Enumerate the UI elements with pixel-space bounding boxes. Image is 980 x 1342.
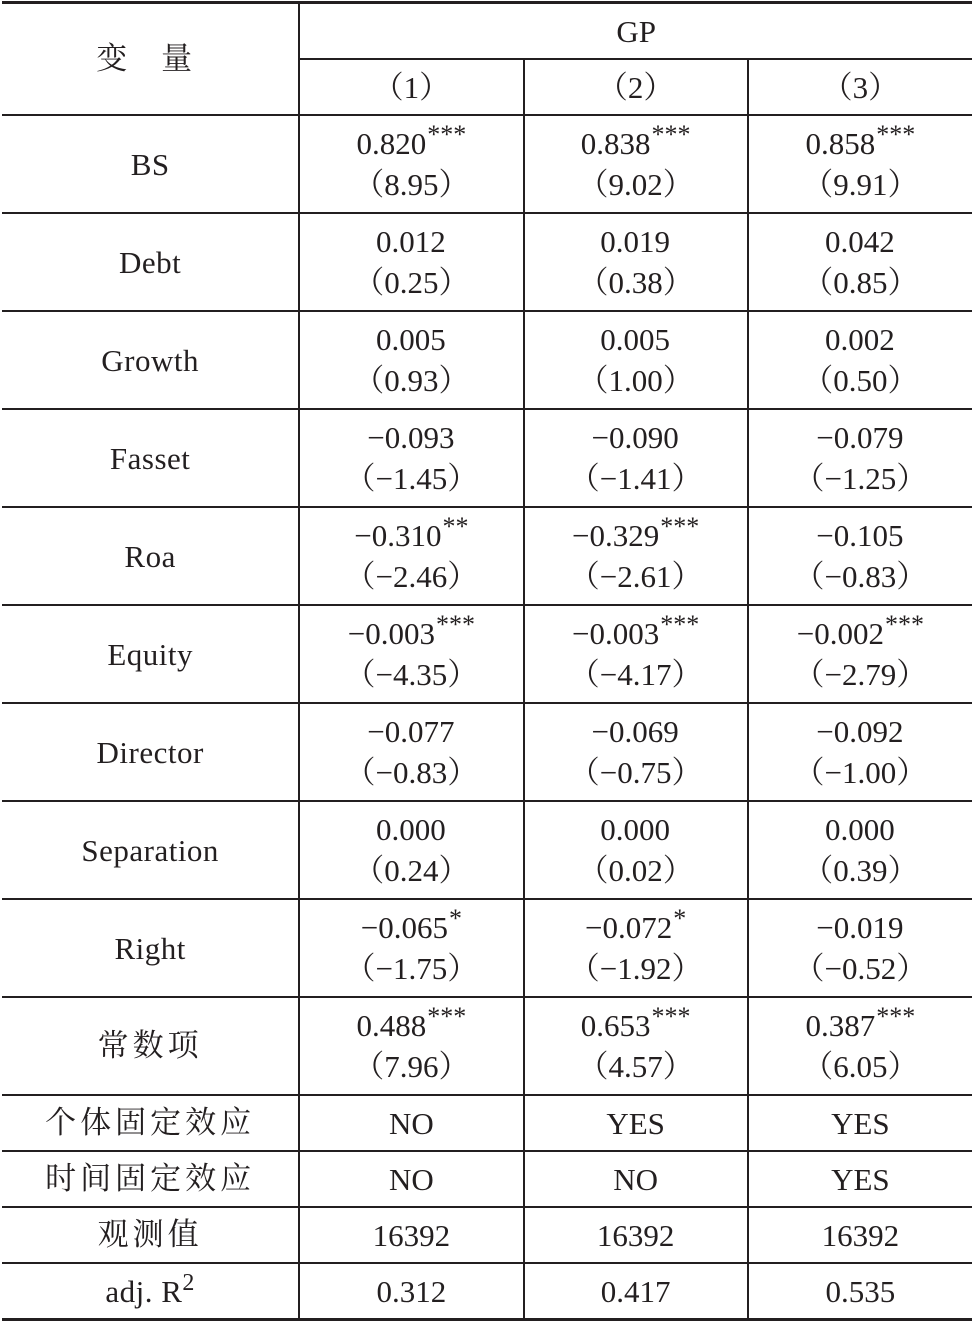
significance-stars: *** [660,610,700,639]
adj-r2-superscript: 2 [182,1269,195,1296]
coefficient-line [525,809,747,850]
coefficient-line [300,904,522,948]
t-statistic: （−0.83） [344,755,479,790]
dependent-variable-header: GP [299,3,972,60]
coefficient-row [2,605,972,703]
coefficient-value: 0.838 [580,126,651,161]
coefficient-line [749,907,972,948]
adj-r2-value: 0.312 [299,1263,523,1320]
t-statistic: （−0.75） [568,755,703,790]
significance-stars: *** [651,1002,691,1031]
coefficient-value: 0.000 [600,812,670,847]
significance-stars: ** [442,512,469,541]
t-statistic: （−2.46） [344,559,479,594]
statistic-row [2,1151,972,1207]
coefficient-row [2,899,972,997]
coefficient-row [2,213,972,311]
t-statistic: （−1.25） [793,461,928,496]
t-statistic: （0.24） [353,853,470,888]
estimate-cell [524,703,748,801]
t-statistic: （9.02） [577,167,694,202]
estimate-cell [748,213,972,311]
statistic-value: 16392 [299,1207,523,1263]
coefficient-row [2,409,972,507]
t-statistic: （−2.61） [568,559,703,594]
estimate-cell [299,997,523,1095]
coefficient-value: 0.820 [356,126,427,161]
estimate-cell [748,409,972,507]
coefficient-value: −0.105 [816,518,904,553]
significance-stars: *** [660,512,700,541]
t-statistic: （0.02） [577,853,694,888]
coefficient-value: −0.065 [360,910,449,945]
coefficient-value: 0.000 [376,812,446,847]
coefficient-row [2,311,972,409]
estimate-cell [299,115,523,213]
t-statistic: （−1.92） [568,951,703,986]
coefficient-value: −0.019 [816,910,904,945]
t-statistic: （0.38） [577,265,694,300]
statistic-label: 个体固定效应 [2,1095,299,1151]
t-statistic: （0.50） [802,363,919,398]
t-statistic: （−0.83） [793,559,928,594]
coefficient-row [2,703,972,801]
t-statistic: （−1.00） [793,755,928,790]
coefficient-line [525,610,747,654]
coefficient-value: 0.002 [824,322,895,357]
statistic-value: YES [748,1095,972,1151]
header-row-dependent [2,3,972,60]
variable-name: Right [2,899,299,997]
coefficient-line [525,512,747,556]
estimate-cell [299,605,523,703]
significance-stars: *** [876,120,916,149]
estimate-cell [524,115,748,213]
coefficient-value: 0.488 [356,1008,427,1043]
statistic-row [2,1095,972,1151]
estimate-cell [748,703,972,801]
t-statistic: （−1.41） [568,461,703,496]
estimate-cell [299,213,523,311]
significance-stars: *** [651,120,691,149]
coefficient-value: 0.005 [376,322,446,357]
coefficient-line [525,319,747,360]
t-statistic: （−0.52） [793,951,928,986]
estimate-cell [299,507,523,605]
coefficient-value: 0.000 [824,812,895,847]
estimate-cell [524,507,748,605]
coefficient-value: −0.002 [796,616,884,651]
significance-stars: *** [427,1002,467,1031]
estimate-cell [299,409,523,507]
coefficient-line [300,120,522,164]
coefficient-value: 0.387 [805,1008,876,1043]
coefficient-value: 0.653 [580,1008,651,1043]
adj-r2-value: 0.417 [524,1263,748,1320]
adj-r2-label: adj. R [105,1273,183,1309]
estimate-cell [524,409,748,507]
t-statistic: （−1.45） [344,461,479,496]
coefficient-line [300,1002,522,1046]
coefficient-line [749,610,972,654]
coefficient-line [300,809,522,850]
t-statistic: （−1.75） [344,951,479,986]
estimate-cell [299,801,523,899]
estimate-cell [748,115,972,213]
coefficient-line [749,515,972,556]
statistic-value: NO [299,1095,523,1151]
coefficient-value: −0.329 [572,518,660,553]
estimate-cell [524,997,748,1095]
variable-name: Separation [2,801,299,899]
estimate-cell [524,801,748,899]
coefficient-value: 0.858 [805,126,876,161]
estimate-cell [524,311,748,409]
coefficient-line [525,120,747,164]
statistic-value: 16392 [524,1207,748,1263]
coefficient-line [300,512,522,556]
coefficient-line [749,809,972,850]
significance-stars: *** [876,1002,916,1031]
estimate-cell [299,899,523,997]
t-statistic: （8.95） [353,167,470,202]
statistic-label: 观测值 [2,1207,299,1263]
estimate-cell [299,703,523,801]
t-statistic: （−2.79） [793,657,928,692]
coefficient-line [749,221,972,262]
coefficient-row [2,115,972,213]
estimate-cell [748,997,972,1095]
coefficient-value: 0.012 [376,224,446,259]
coefficient-row [2,997,972,1095]
coefficient-value: 0.005 [600,322,670,357]
coefficient-value: 0.019 [600,224,670,259]
coefficient-line [749,417,972,458]
t-statistic: （0.25） [353,265,470,300]
coefficient-line [749,120,972,164]
coefficient-line [300,417,522,458]
variable-name: Roa [2,507,299,605]
coefficient-line [749,711,972,752]
significance-stars: *** [436,610,476,639]
coefficient-value: −0.003 [572,616,660,651]
estimate-cell [748,507,972,605]
variable-name: Director [2,703,299,801]
coefficient-line [300,319,522,360]
model-3-header: （3） [748,59,972,115]
t-statistic: （0.85） [802,265,919,300]
coefficient-line [525,1002,747,1046]
statistic-value: NO [524,1151,748,1207]
statistic-value: YES [748,1151,972,1207]
t-statistic: （−4.17） [568,657,703,692]
estimate-cell [524,213,748,311]
significance-stars: * [673,904,687,933]
variable-name: Fasset [2,409,299,507]
coefficient-line [749,1002,972,1046]
significance-stars: *** [427,120,467,149]
table-body [2,3,972,1320]
coefficient-value: −0.310 [354,518,442,553]
statistic-value: 16392 [748,1207,972,1263]
t-statistic: （4.57） [577,1049,694,1084]
coefficient-row [2,801,972,899]
significance-stars: * [449,904,463,933]
estimate-cell [299,311,523,409]
estimate-cell [748,605,972,703]
coefficient-value: 0.042 [824,224,895,259]
coefficient-line [749,319,972,360]
t-statistic: （−4.35） [344,657,479,692]
adj-r2-label-cell [2,1263,299,1320]
variable-name: BS [2,115,299,213]
coefficient-value: −0.003 [347,616,436,651]
coefficient-row [2,507,972,605]
statistic-label: 时间固定效应 [2,1151,299,1207]
coefficient-value: −0.077 [367,714,455,749]
estimate-cell [524,605,748,703]
estimate-cell [524,899,748,997]
coefficient-value: −0.093 [367,420,455,455]
coefficient-value: −0.079 [816,420,904,455]
t-statistic: （0.93） [353,363,470,398]
variable-name: Debt [2,213,299,311]
adj-r2-row [2,1263,972,1320]
estimate-cell [748,311,972,409]
coefficient-line [525,711,747,752]
coefficient-value: −0.069 [591,714,679,749]
coefficient-value: −0.072 [585,910,673,945]
t-statistic: （0.39） [802,853,919,888]
t-statistic: （1.00） [577,363,694,398]
variable-name: Growth [2,311,299,409]
model-2-header: （2） [524,59,748,115]
statistic-value: NO [299,1151,523,1207]
variable-name: Equity [2,605,299,703]
variable-name: 常数项 [2,997,299,1095]
coefficient-value: −0.090 [591,420,679,455]
t-statistic: （6.05） [802,1049,919,1084]
t-statistic: （9.91） [802,167,919,202]
variable-column-header: 变 量 [2,3,299,116]
coefficient-line [300,221,522,262]
regression-results-table [2,1,972,1321]
coefficient-line [525,904,747,948]
coefficient-line [300,711,522,752]
statistic-row [2,1207,972,1263]
estimate-cell [748,801,972,899]
coefficient-line [525,417,747,458]
statistic-value: YES [524,1095,748,1151]
coefficient-line [300,610,522,654]
adj-r2-value: 0.535 [748,1263,972,1320]
coefficient-line [525,221,747,262]
estimate-cell [748,899,972,997]
significance-stars: *** [884,610,924,639]
t-statistic: （7.96） [353,1049,470,1084]
coefficient-value: −0.092 [816,714,904,749]
model-1-header: （1） [299,59,523,115]
